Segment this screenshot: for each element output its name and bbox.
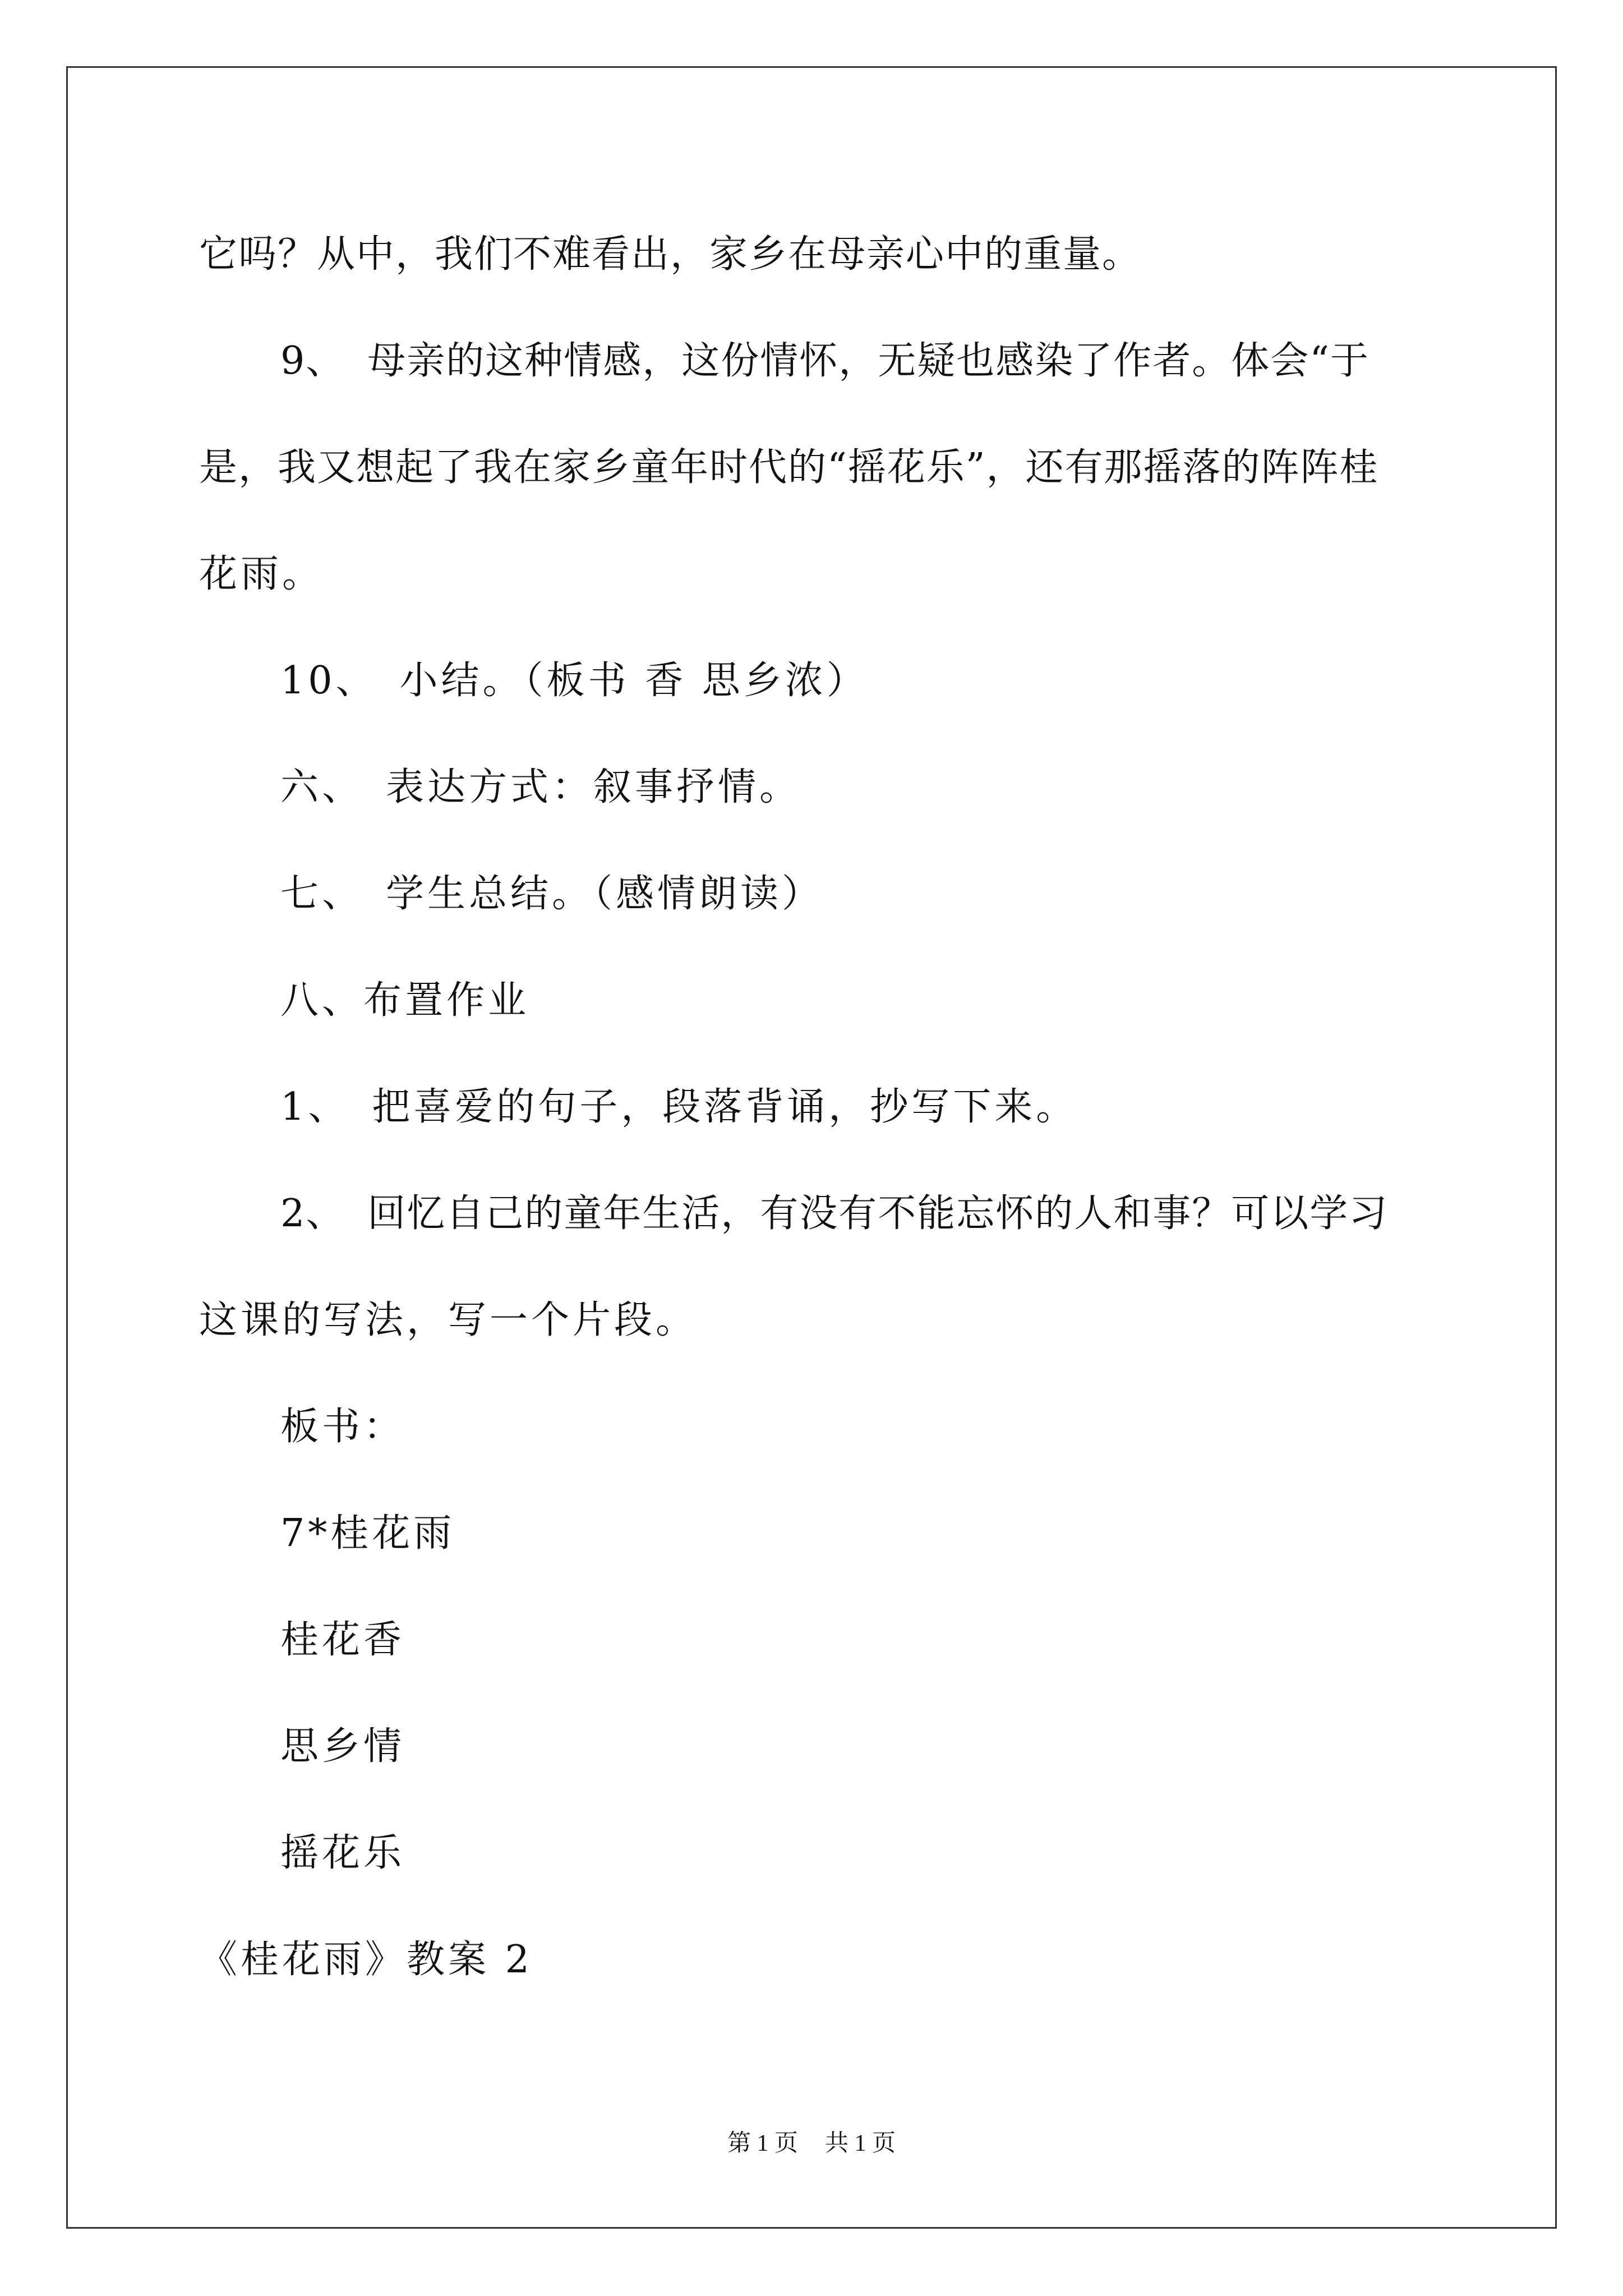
blackboard-line: 桂花香	[280, 1618, 405, 1662]
item-text: 把喜爱的句子，段落背诵，抄写下来。	[372, 1085, 1078, 1129]
paragraph-text: 小结。（板书 香 思乡浓）	[399, 659, 868, 703]
item-number: 2、	[280, 1191, 345, 1236]
section-text: 学生总结。（感情朗读）	[386, 872, 824, 916]
page-total: 共 1 页	[825, 2131, 896, 2156]
section-number: 六、	[280, 765, 364, 809]
item-number: 1、	[280, 1085, 350, 1129]
section-eight-heading: 八、布置作业	[280, 978, 530, 1023]
item-text: 回忆自己的童年生活，有没有不能忘怀的人和事？可以学习	[367, 1191, 1389, 1236]
section-seven	[280, 872, 823, 917]
item-number: 10、	[280, 659, 377, 703]
blackboard-title: 7*桂花雨	[280, 1511, 455, 1556]
section-six	[280, 765, 801, 810]
paragraph-text: 母亲的这种情感，这份情怀，无疑也感染了作者。体会“于	[367, 339, 1370, 383]
page-footer	[0, 2129, 1623, 2157]
homework-item-1	[280, 1085, 1077, 1130]
paragraph-line: 是，我又想起了我在家乡童年时代的“摇花乐”，还有那摇落的阵阵桂	[199, 445, 1379, 490]
next-lesson-title: 《桂花雨》教案 2	[199, 1938, 533, 1982]
blackboard-line: 摇花乐	[280, 1831, 405, 1875]
item-number: 9、	[280, 339, 345, 383]
numbered-paragraph-10	[280, 659, 868, 703]
paragraph-line: 花雨。	[199, 552, 324, 596]
section-text: 表达方式：叙事抒情。	[386, 765, 801, 809]
section-number: 七、	[280, 872, 364, 916]
paragraph-line: 它吗？从中，我们不难看出，家乡在母亲心中的重量。	[199, 232, 1142, 277]
paragraph-line: 这课的写法，写一个片段。	[199, 1298, 698, 1342]
homework-item-2	[280, 1191, 1388, 1236]
page-number: 第 1 页	[727, 2131, 798, 2156]
numbered-paragraph-9	[280, 339, 1370, 384]
blackboard-line: 思乡情	[280, 1724, 405, 1769]
blackboard-heading: 板书：	[280, 1405, 405, 1449]
page-border	[66, 66, 1557, 2229]
